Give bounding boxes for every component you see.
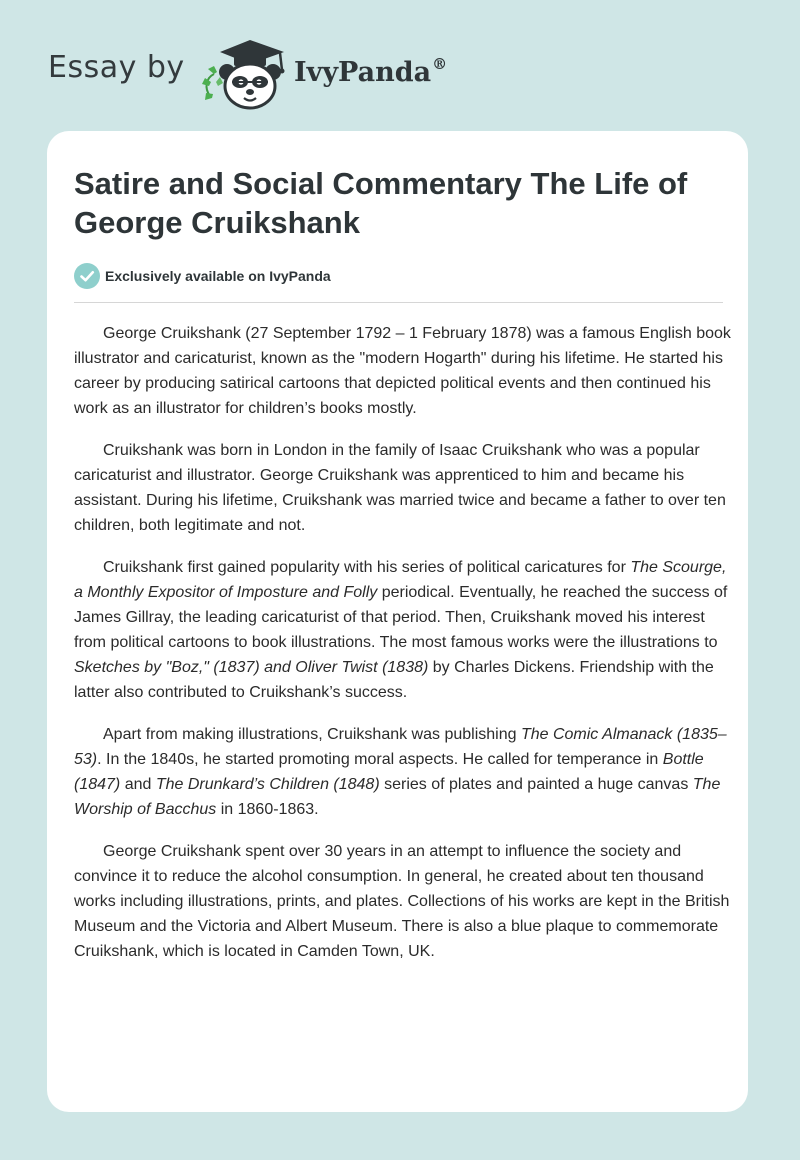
- essay-body: [74, 321, 734, 981]
- paragraph-text: Apart from making illustrations, Cruikshank was publishing: [103, 726, 521, 743]
- title-divider: [74, 302, 723, 303]
- paragraph-text: George Cruikshank (27 September 1792 – 1 February 1878) was a famous English book illustrator and caricaturist, known as the "modern Hogarth" during his lifetime. He started his career by producing satirical cartoons that depicted political events and then continued his work as an illustrator for children’s books mostly.: [74, 325, 731, 417]
- paragraph-text: Cruikshank was born in London in the family of Isaac Cruikshank who was a popular caricaturist and illustrator. George Cruikshank was apprenticed to him and became his assistant. During his lifetime, Cruikshank was married twice and became a father to over ten children, both legitimate and not.: [74, 442, 726, 534]
- exclusive-badge: [74, 263, 331, 289]
- body-paragraph: [74, 321, 734, 421]
- paragraph-text: George Cruikshank spent over 30 years in an attempt to influence the society and convince it to reduce the alcohol consumption. In general, he created about ten thousand works including illustrations, prints, and plates. Collections of his works are kept in the British Museum and the Victoria and Albert Museum. There is also a blue plaque to commemorate Cruikshank, which is located in Camden Town, UK.: [74, 843, 730, 960]
- paragraph-text: series of plates and painted a huge canvas: [379, 776, 693, 793]
- body-paragraph: [74, 839, 734, 964]
- paragraph-text: by Charles Dickens. Friendship with the latter also contributed to Cruikshank’s success.: [74, 659, 714, 701]
- italic-title-text: The Worship of Bacchus: [74, 776, 721, 818]
- body-paragraph: [74, 438, 734, 538]
- italic-title-text: Sketches by "Boz," (1837) and Oliver Twist (1838): [74, 659, 429, 676]
- paragraph-text: in 1860-1863.: [216, 801, 319, 818]
- essay-by-label: Essay by: [48, 50, 185, 85]
- paragraph-text: Cruikshank first gained popularity with his series of political caricatures for: [103, 559, 631, 576]
- italic-title-text: Bottle (1847): [74, 751, 704, 793]
- italic-title-text: The Drunkard’s Children (1848): [155, 776, 380, 793]
- paragraph-text: and: [120, 776, 156, 793]
- registered-mark: ®: [432, 55, 448, 73]
- exclusive-badge-label: Exclusively available on IvyPanda: [105, 268, 331, 284]
- essay-title: Satire and Social Commentary The Life of George Cruikshank: [74, 166, 688, 240]
- italic-title-text: The Scourge, a Monthly Expositor of Imposture and Folly: [74, 559, 727, 601]
- paragraph-text: periodical. Eventually, he reached the success of James Gillray, the leading caricaturist of that period. Then, Cruikshank moved his interest from political cartoons to book illustrations. The most famous works were the illustrations to: [74, 584, 728, 651]
- brand-name-text: IvyPanda: [294, 57, 432, 88]
- brand-name[interactable]: [294, 55, 447, 88]
- essay-card: [47, 131, 748, 1112]
- panda-graduate-logo-icon[interactable]: [200, 36, 292, 110]
- paragraph-text: . In the 1840s, he started promoting moral aspects. He called for temperance in: [97, 751, 663, 768]
- site-header: [0, 0, 800, 130]
- check-circle-icon: [74, 263, 100, 289]
- body-paragraph: [74, 722, 734, 822]
- italic-title-text: The Comic Almanack (1835–53): [74, 726, 727, 768]
- body-paragraph: [74, 555, 734, 705]
